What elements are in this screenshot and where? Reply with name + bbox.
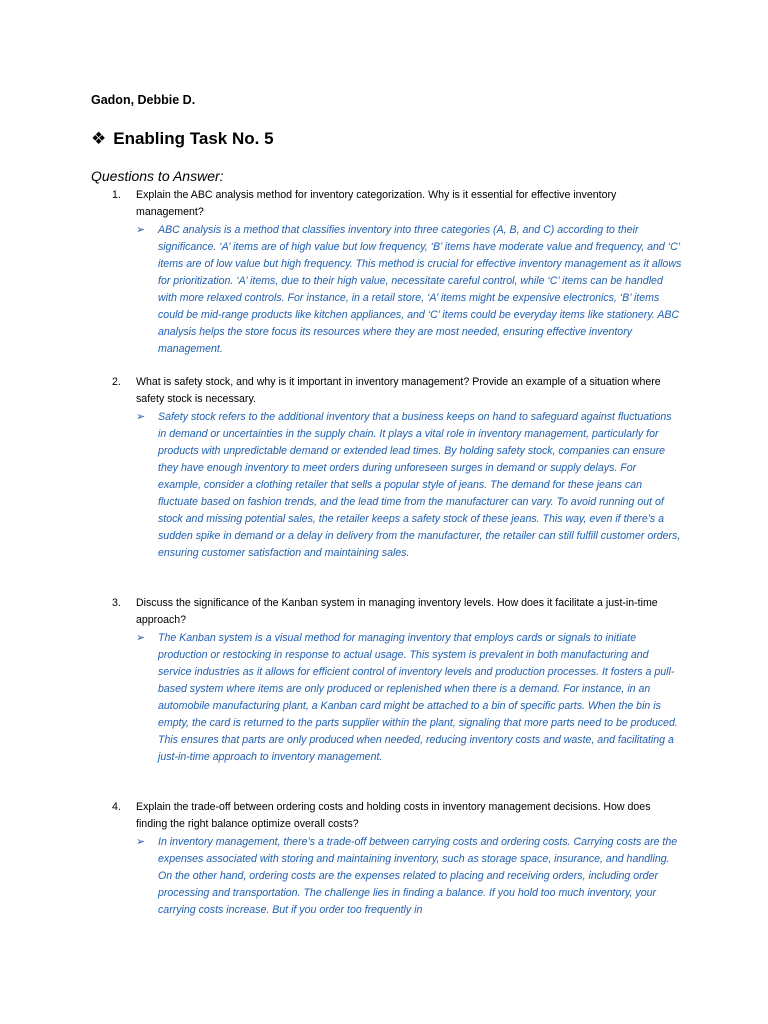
answer-block	[136, 630, 682, 766]
question-number: 2.	[112, 376, 121, 388]
answer-block	[136, 222, 682, 358]
questions-subheading: Questions to Answer:	[91, 168, 224, 184]
answer-text: In inventory management, there’s a trade-off between carrying costs and ordering costs. Carrying costs are the expenses associated with storing and maintaining inventory, such as storage space, insurance, and handling. On the other hand, ordering costs are the expenses related to placing and receiving orders, including order processing and transportation. The challenge lies in finding a balance. If you hold too much inventory, your carrying costs increase. But if you order too frequently in	[158, 836, 678, 916]
arrow-bullet-icon: ➢	[136, 836, 146, 848]
question-text: Explain the ABC analysis method for inventory categorization. Why is it essential for effective inventory management?	[136, 189, 617, 218]
question-item-3	[112, 595, 682, 766]
answer-text: The Kanban system is a visual method for managing inventory that employs cards or signals to initiate production or restocking in response to actual usage. This system is prevalent in both manufacturing and service industries as it allows for efficient control of inventory levels and production processes. It fosters a pull-based system where items are only produced or replenished when there is a demand. For instance, in an automobile manufacturing plant, a Kanban card might be attached to a bin of specific parts. When the bin is empty, the card is returned to the parts supplier within the plant, signaling that more parts need to be produced. This ensures that parts are only produced when needed, reducing inventory costs and waste, and facilitating a just-in-time approach to inventory management.	[158, 632, 678, 763]
task-heading-text: Enabling Task No. 5	[113, 129, 274, 148]
arrow-bullet-icon: ➢	[136, 632, 146, 644]
answer-text: Safety stock refers to the additional inventory that a business keeps on hand to safeguard against fluctuations in demand or uncertainties in the supply chain. It plays a vital role in inventory management, particularly for products with unpredictable demand or extended lead times. By holding safety stock, companies can ensure they have enough inventory to meet orders during unforeseen surges in demand or supply delays. For example, consider a clothing retailer that sells a popular style of jeans. The demand for these jeans can fluctuate based on fashion trends, and the lead time from the manufacturer can vary. To avoid running out of stock and missing potential sales, the retailer keeps a safety stock of these jeans. This way, even if there’s a sudden spike in demand or a delay in delivery from the manufacturer, the retailer can still fulfill customer orders, ensuring customer satisfaction and maintaining sales.	[158, 411, 681, 559]
answer-text: ABC analysis is a method that classifies inventory into three categories (A, B, and C) according to their significance. ‘A’ items are of high value but low frequency, ‘B’ items have moderate value and frequency, and ‘C’ items are of low value but high frequency. This method is crucial for effective inventory management as it allows for prioritization. ‘A’ items, due to their high value, necessitate careful control, while ‘C’ items can be handled with more relaxed controls. For instance, in a retail store, ‘A’ items might be expensive electronics, ‘B’ items could be mid-range products like kitchen appliances, and ‘C’ items could be everyday items like stationery. ABC analysis helps the store focus its resources where they are most needed, ensuring effective inventory management.	[158, 224, 682, 355]
author-name: Gadon, Debbie D.	[91, 93, 196, 107]
question-item-1	[112, 187, 682, 358]
question-text: Explain the trade-off between ordering costs and holding costs in inventory management decisions. How does finding the right balance optimize overall costs?	[136, 801, 651, 830]
answer-block	[136, 409, 682, 562]
diamond-bullet-icon: ❖	[91, 129, 107, 148]
question-number: 4.	[112, 801, 121, 813]
answer-block	[136, 834, 682, 919]
question-item-4	[112, 799, 682, 919]
question-number: 3.	[112, 597, 121, 609]
question-text: Discuss the significance of the Kanban system in managing inventory levels. How does it facilitate a just-in-time approach?	[136, 597, 658, 626]
question-number: 1.	[112, 189, 121, 201]
arrow-bullet-icon: ➢	[136, 411, 146, 423]
question-text: What is safety stock, and why is it important in inventory management? Provide an example of a situation where safety stock is necessary.	[136, 376, 661, 405]
task-heading	[91, 129, 274, 149]
arrow-bullet-icon: ➢	[136, 224, 146, 236]
question-item-2	[112, 374, 682, 562]
